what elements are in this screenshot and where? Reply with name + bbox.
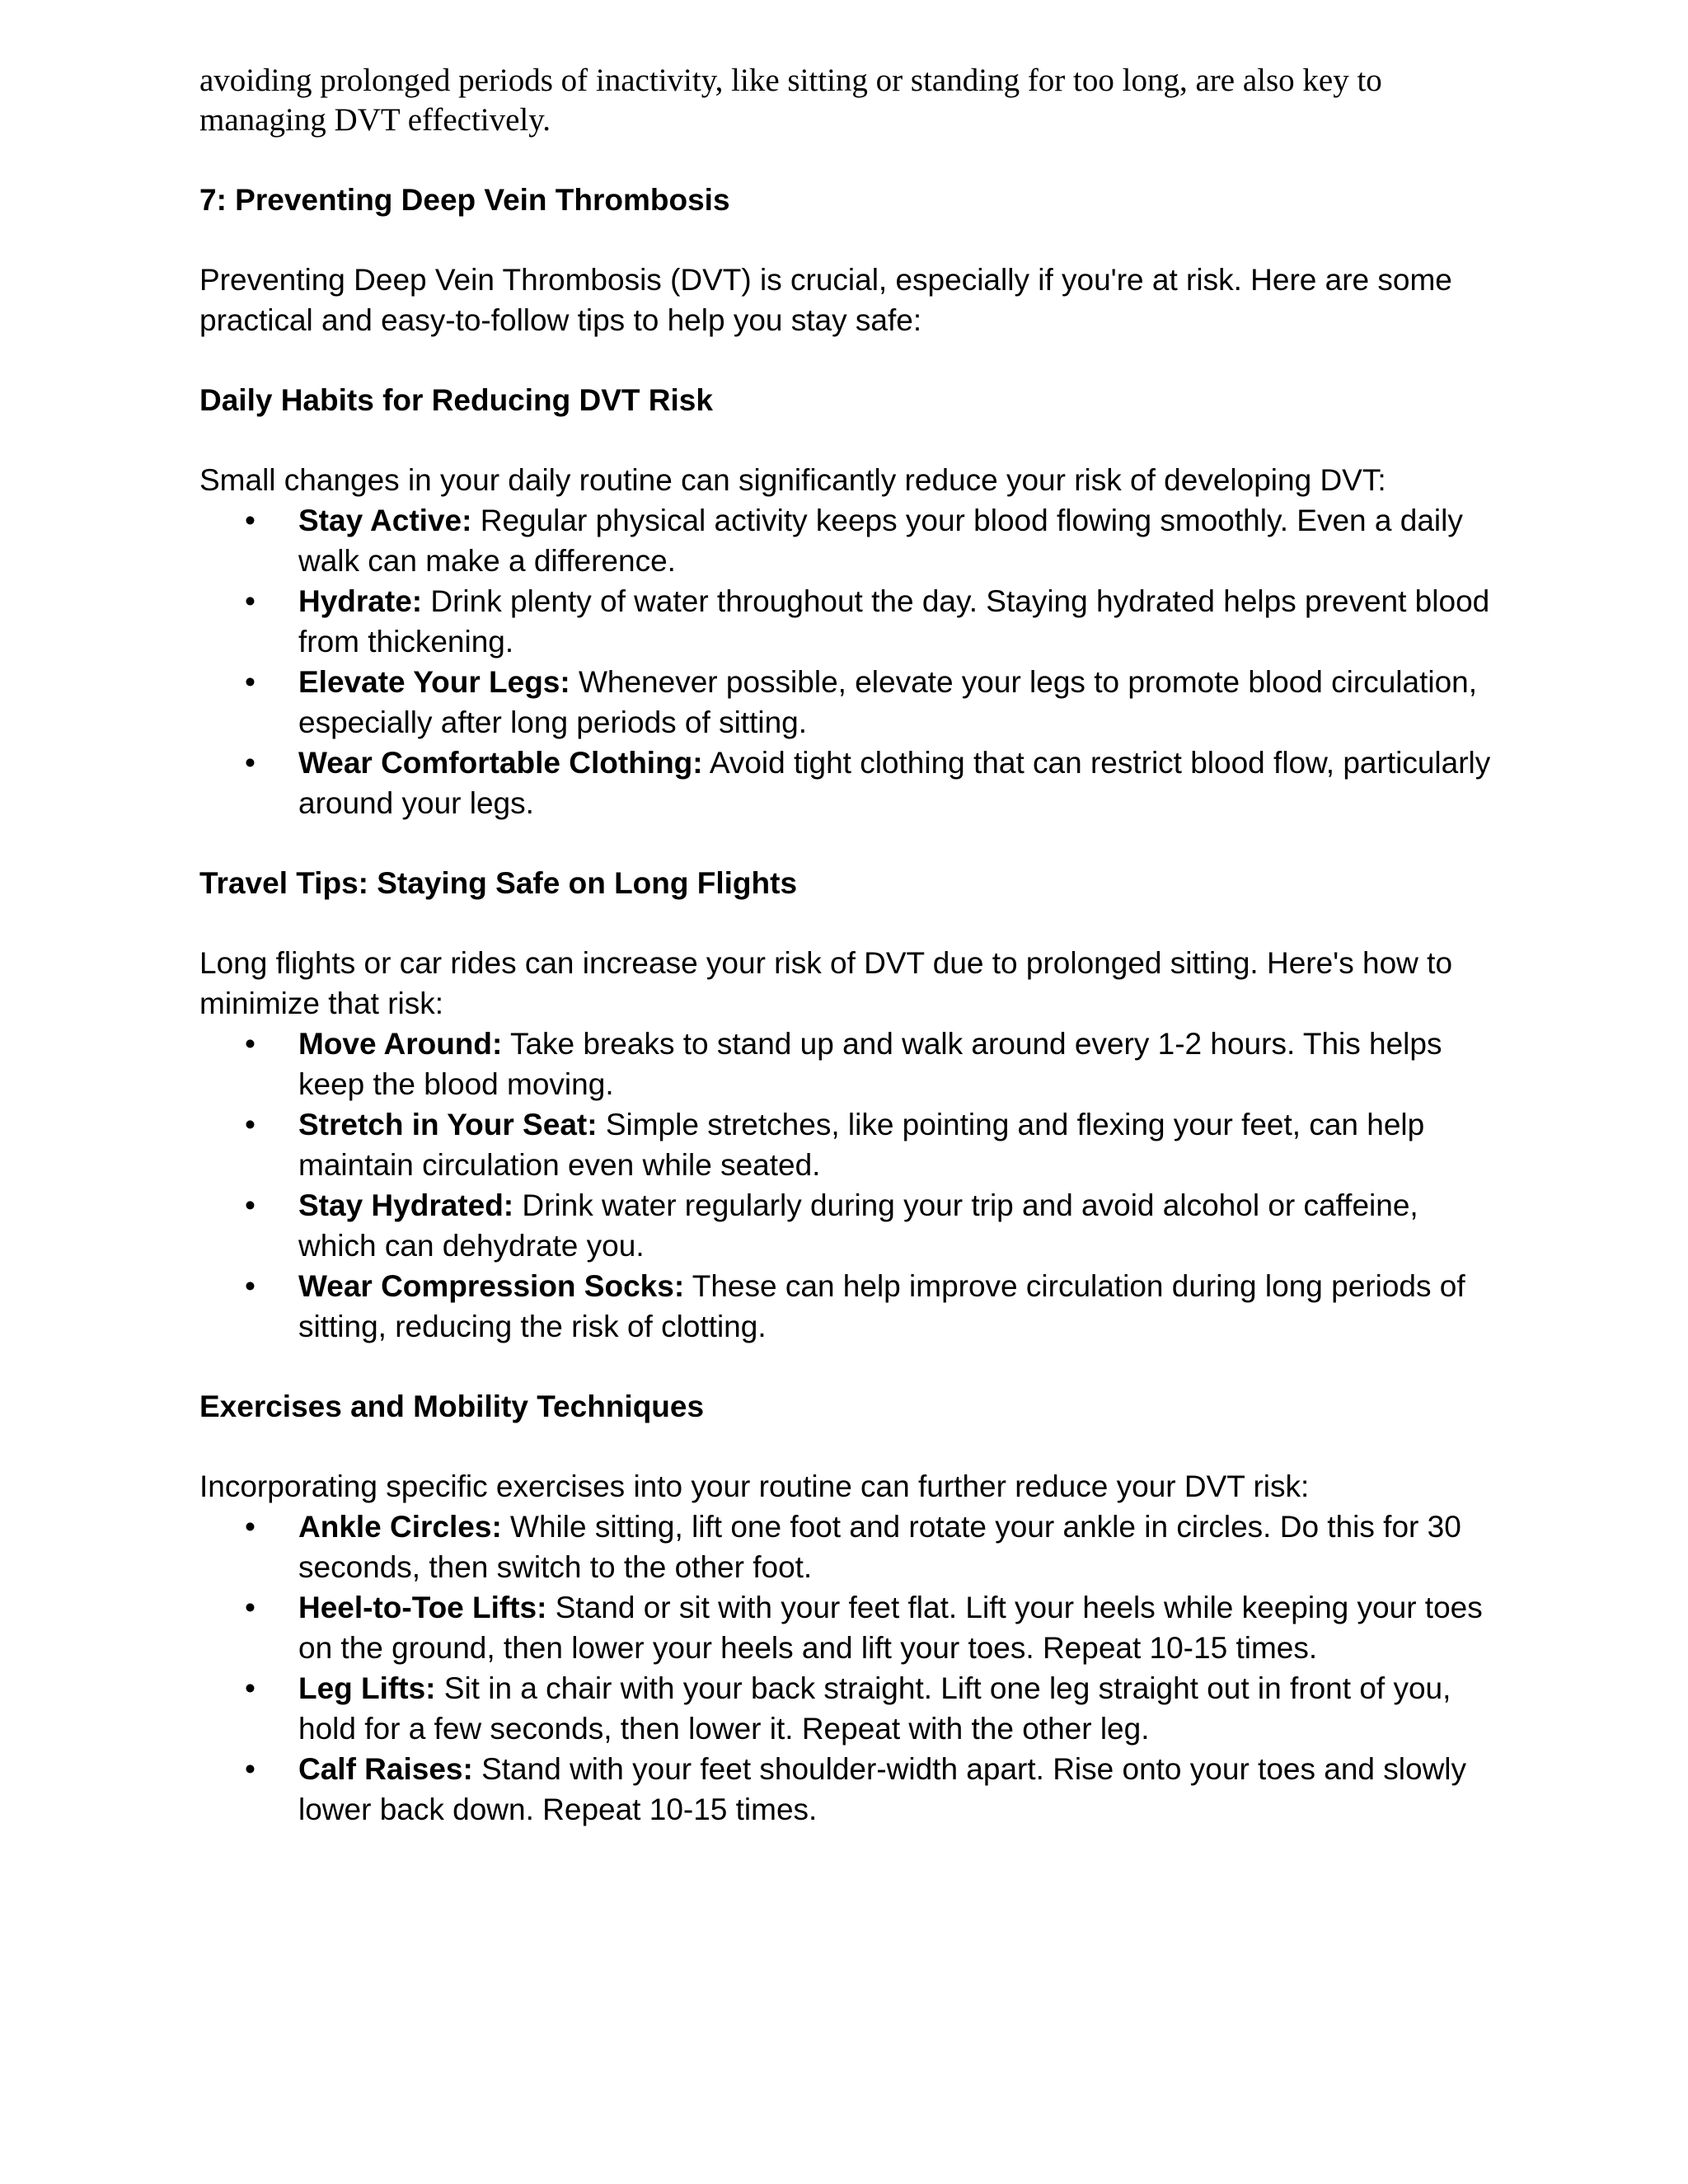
list-item (199, 1266, 1502, 1347)
document-page (199, 61, 1502, 1830)
bullet-text: Sit in a chair with your back straight. Lift one leg straight out in front of you, hold for a few seconds, then lower it. Repeat with the other leg. (298, 1671, 1451, 1746)
bullet-text: Stand with your feet shoulder-width apart. Rise onto your toes and slowly lower back down. Repeat 10-15 times. (298, 1752, 1467, 1826)
bullet-term: Move Around: (298, 1027, 503, 1061)
bullet-term: Elevate Your Legs: (298, 665, 570, 699)
bullet-text: These can help improve circulation during long periods of sitting, reducing the risk of clotting. (298, 1269, 1465, 1343)
list-item (199, 500, 1502, 581)
list-item (199, 581, 1502, 662)
bullet-term: Hydrate: (298, 584, 423, 618)
bullet-term: Heel-to-Toe Lifts: (298, 1591, 547, 1624)
bullet-term: Leg Lifts: (298, 1671, 436, 1705)
exercises-list (199, 1507, 1502, 1830)
travel-tips-intro: Long flights or car rides can increase your risk of DVT due to prolonged sitting. Here's how to minimize that risk: (199, 946, 1453, 1020)
list-item (199, 662, 1502, 743)
bullet-text: Drink water regularly during your trip and avoid alcohol or caffeine, which can dehydrate you. (298, 1188, 1418, 1263)
daily-habits-heading: Daily Habits for Reducing DVT Risk (199, 383, 713, 417)
bullet-term: Wear Comfortable Clothing: (298, 746, 703, 780)
list-item (199, 1668, 1502, 1749)
list-item (199, 1185, 1502, 1266)
bullet-term: Stretch in Your Seat: (298, 1108, 598, 1141)
bullet-term: Wear Compression Socks: (298, 1269, 685, 1303)
bullet-text: Stand or sit with your feet flat. Lift your heels while keeping your toes on the ground, then lower your heels and lift your toes. Repeat 10-15 times. (298, 1591, 1483, 1665)
exercises-intro: Incorporating specific exercises into your routine can further reduce your DVT risk: (199, 1469, 1310, 1503)
bullet-text: While sitting, lift one foot and rotate your ankle in circles. Do this for 30 seconds, then switch to the other foot. (298, 1510, 1461, 1584)
list-item (199, 1024, 1502, 1104)
list-item (199, 1507, 1502, 1587)
bullet-text: Whenever possible, elevate your legs to promote blood circulation, especially after long periods of sitting. (298, 665, 1478, 739)
bullet-term: Ankle Circles: (298, 1510, 502, 1544)
intro-tail-paragraph: avoiding prolonged periods of inactivity, like sitting or standing for too long, are also key to managing DVT effectively. (199, 63, 1382, 138)
daily-habits-intro: Small changes in your daily routine can significantly reduce your risk of developing DVT: (199, 463, 1386, 497)
list-item (199, 1587, 1502, 1668)
bullet-text: Take breaks to stand up and walk around every 1-2 hours. This helps keep the blood moving. (298, 1027, 1442, 1101)
bullet-term: Stay Hydrated: (298, 1188, 514, 1222)
section-intro: Preventing Deep Vein Thrombosis (DVT) is crucial, especially if you're at risk. Here are some practical and easy-to-follow tips to help you stay safe: (199, 263, 1452, 337)
travel-tips-heading: Travel Tips: Staying Safe on Long Flights (199, 866, 798, 900)
bullet-term: Stay Active: (298, 504, 472, 537)
list-item (199, 1104, 1502, 1185)
bullet-text: Drink plenty of water throughout the day. Staying hydrated helps prevent blood from thickening. (298, 584, 1490, 658)
exercises-heading: Exercises and Mobility Techniques (199, 1390, 705, 1423)
bullet-text: Simple stretches, like pointing and flexing your feet, can help maintain circulation even while seated. (298, 1108, 1425, 1182)
bullet-text: Regular physical activity keeps your blood flowing smoothly. Even a daily walk can make a difference. (298, 504, 1463, 578)
list-item (199, 1749, 1502, 1830)
section-title: 7: Preventing Deep Vein Thrombosis (199, 183, 730, 217)
list-item (199, 743, 1502, 823)
travel-tips-list (199, 1024, 1502, 1347)
bullet-text: Avoid tight clothing that can restrict blood flow, particularly around your legs. (298, 746, 1491, 820)
bullet-term: Calf Raises: (298, 1752, 473, 1786)
daily-habits-list (199, 500, 1502, 823)
